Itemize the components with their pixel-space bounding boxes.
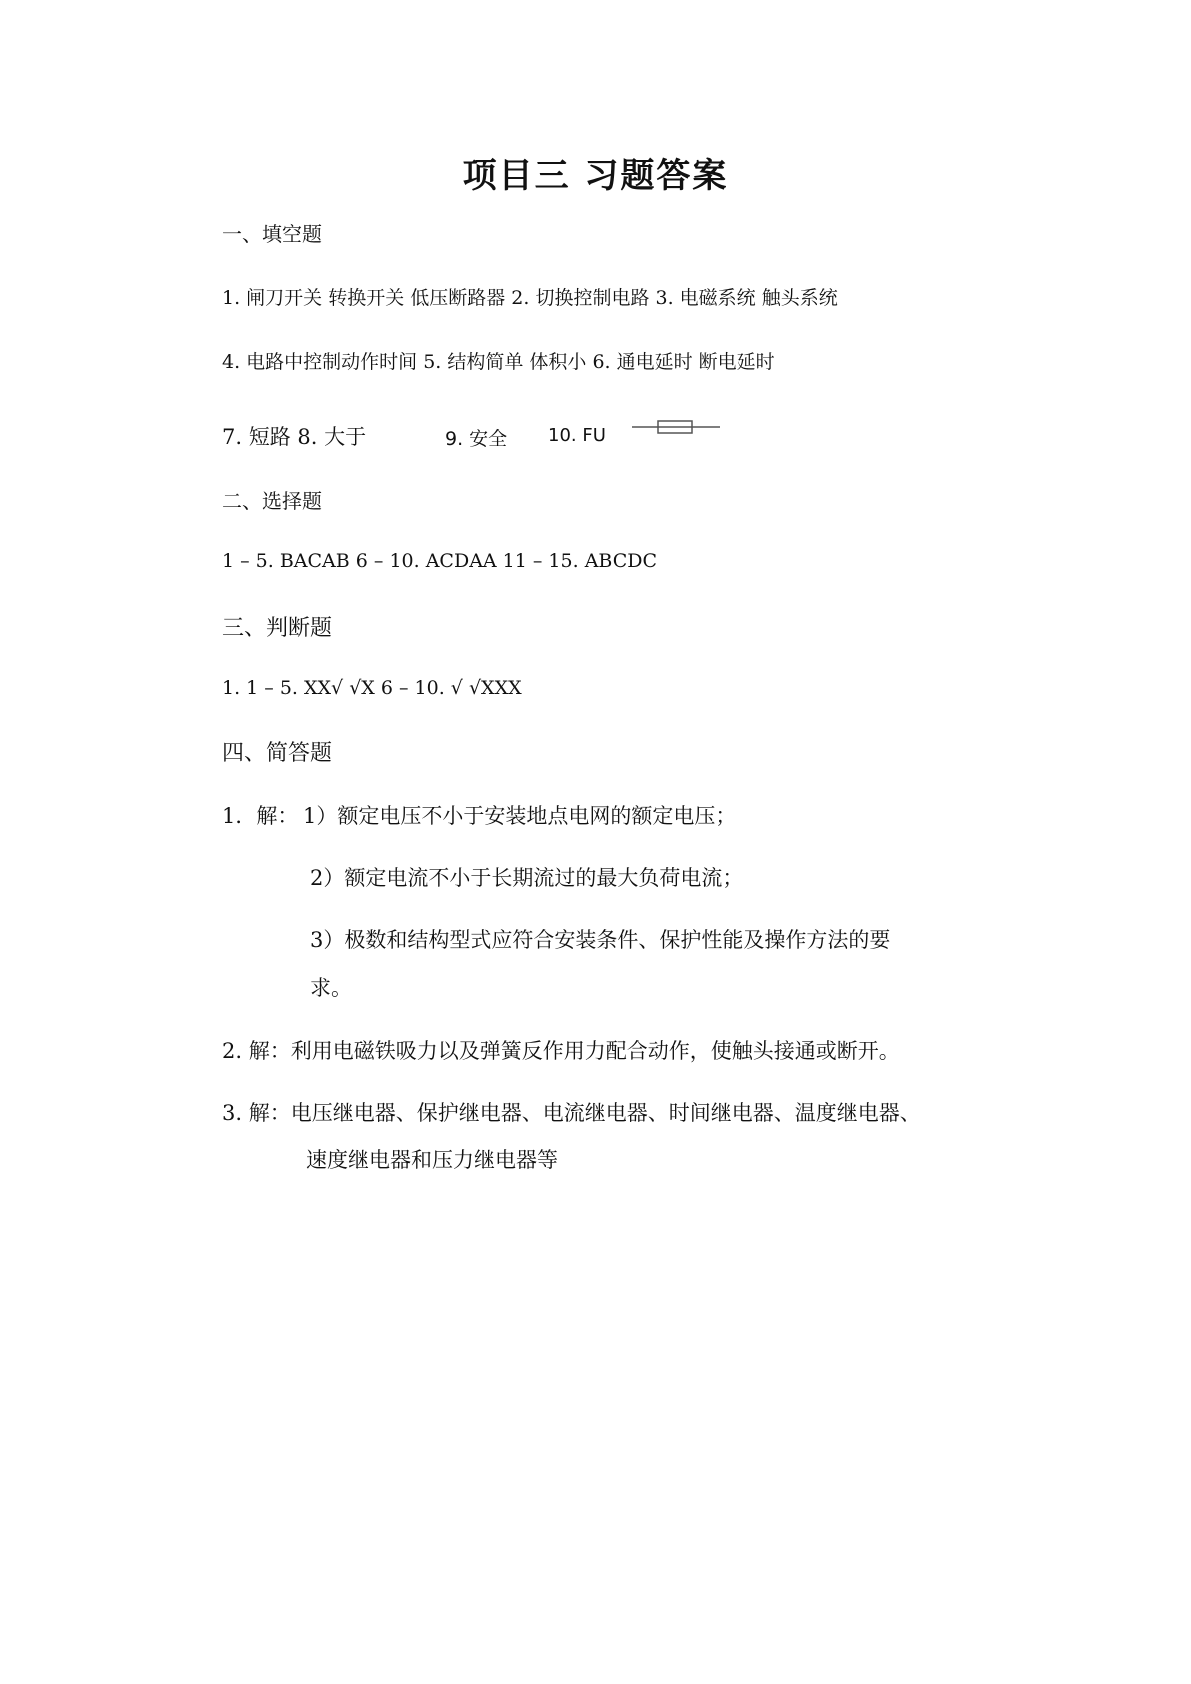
page-title: 项目三 习题答案 [462,156,729,196]
fuse-symbol-icon [632,420,720,434]
fill-answers-line-2: 4. 电路中控制动作时间 5. 结构简单 体积小 6. 通电延时 断电延时 [222,351,775,373]
short-q1-point-2: 2）额定电流不小于长期流过的最大负荷电流； [310,866,744,890]
short-q1-label: 1．解： [222,804,299,828]
section-heading-choice: 二、选择题 [222,489,322,513]
section-heading-short: 四、简答题 [222,741,333,766]
short-q1-point-3: 3）极数和结构型式应符合安装条件、保护性能及操作方法的要 [310,928,891,952]
choice-answers-line-1: 1 – 5. BACAB 6 – 10. ACDAA 11 – 15. ABCDC [222,550,658,572]
short-q3-line-1: 3. 解：电压继电器、保护继电器、电流继电器、时间继电器、温度继电器、 [222,1101,921,1125]
judge-answers-line-1: 1. 1 – 5. XX√ √X 6 – 10. √ √XXX [222,677,522,699]
short-q1-point-1: 1）额定电压不小于安装地点电网的额定电压； [303,804,737,828]
section-heading-judge: 三、判断题 [222,616,333,641]
short-q1-point-3-cont: 求。 [310,976,352,1000]
short-q3-line-2: 速度继电器和压力继电器等 [306,1148,558,1172]
fill-answers-line-3c: 10. FU [548,425,606,446]
section-heading-fill: 一、填空题 [222,222,322,246]
fill-answers-line-1: 1. 闸刀开关 转换开关 低压断路器 2. 切换控制电路 3. 电磁系统 触头系统 [222,287,838,309]
short-q2: 2. 解：利用电磁铁吸力以及弹簧反作用力配合动作，使触头接通或断开。 [222,1039,900,1063]
fill-answers-line-3a: 7. 短路 8. 大于 [222,425,367,449]
fill-answers-line-3b: 9. 安全 [445,428,508,450]
